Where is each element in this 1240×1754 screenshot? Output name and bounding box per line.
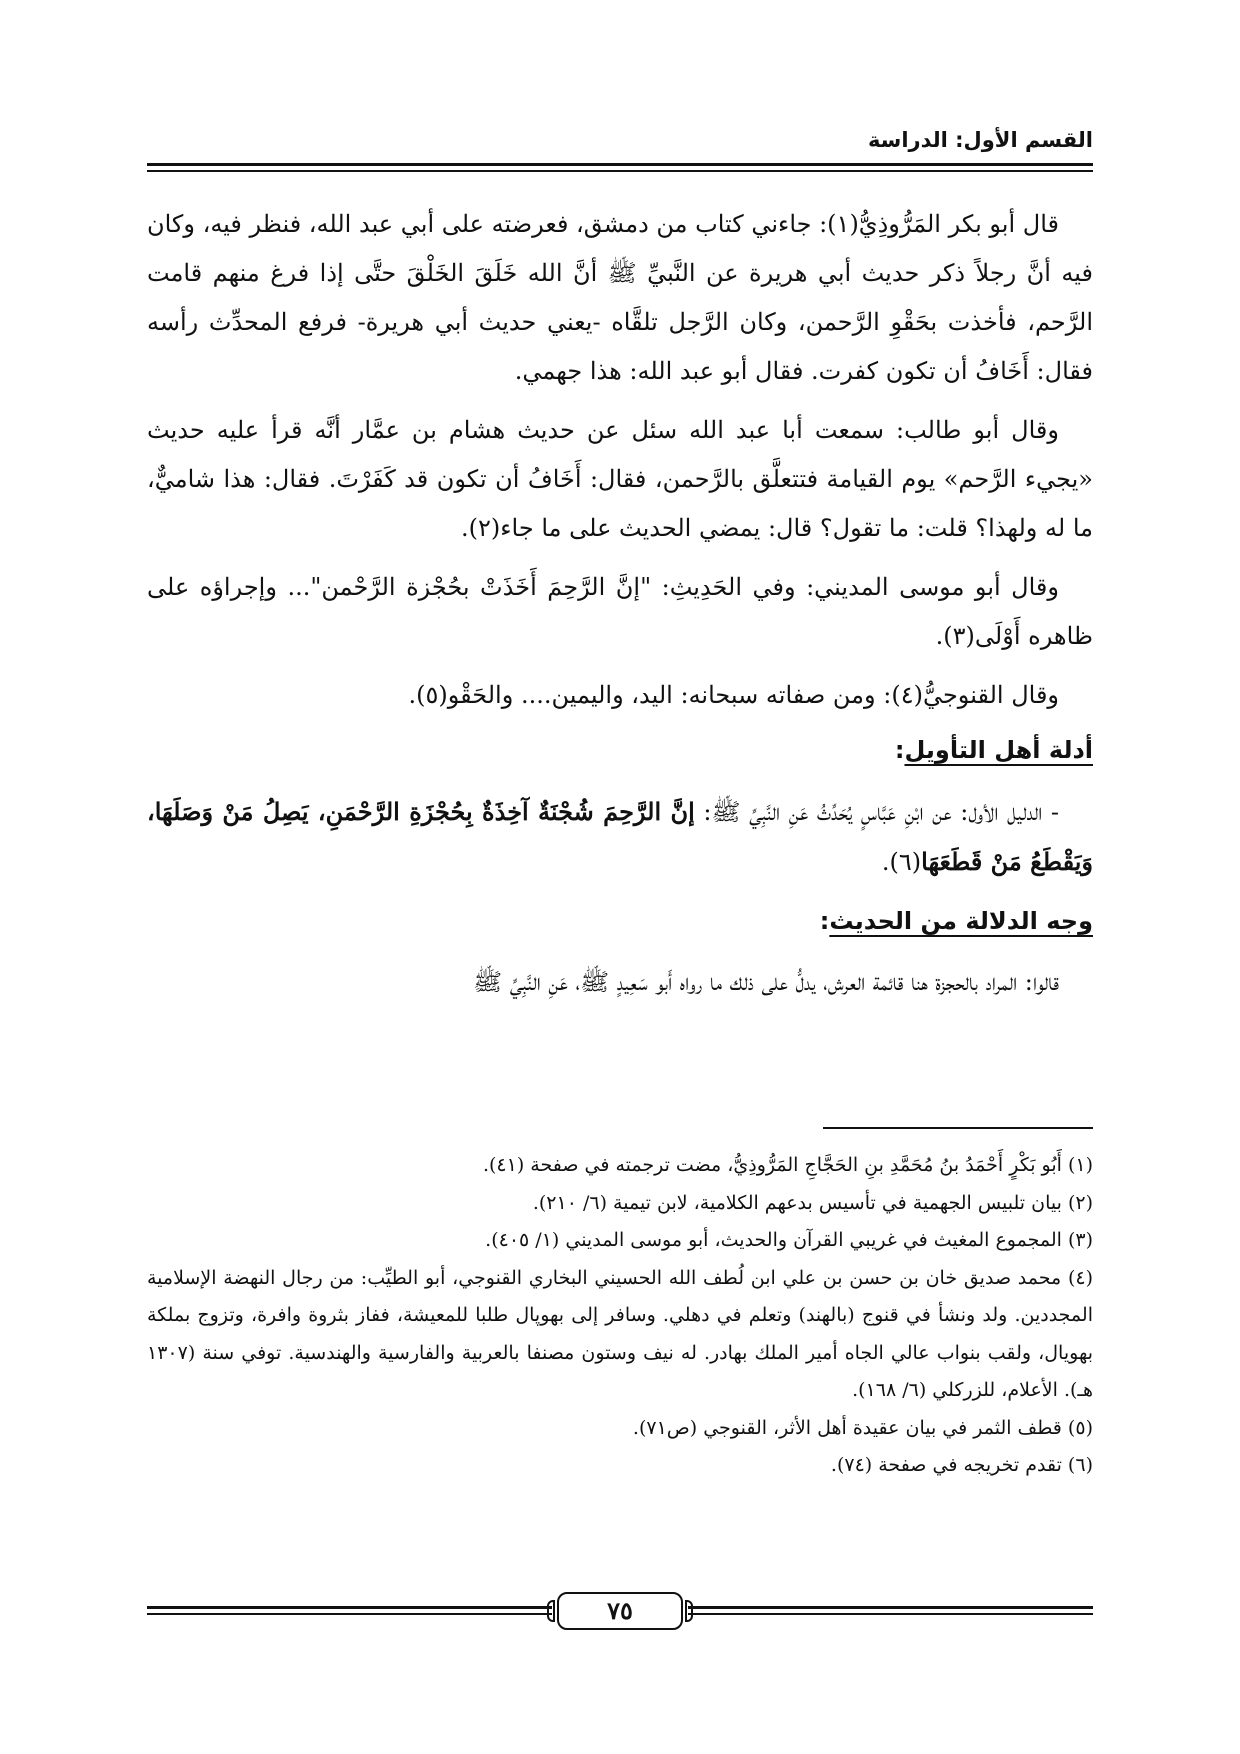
footer-rule-left <box>147 1606 552 1615</box>
footnote: (٤) محمد صديق خان بن حسن بن علي ابن لُطف الله الحسيني البخاري القنوجي، أبو الطيِّب: من رجال النهضة الإسلامية المجددين. ولد ونشأ في قنوج (بالهند) وتعلم في دهلي. وسافر إلى بهوپال طلبا للمعيشة، ففاز بثروة وافرة، وتزوج بملكة بهويال، ولقب بنواب عالي الجاه أمير الملك بهادر. له نيف وستون مصنفا بالعربية والفارسية والهندسية. توفي سنة (١٣٠٧ هـ). الأعلام، للزركلي (٦/ ١٦٨). <box>147 1266 1093 1401</box>
footer-rule-right <box>688 1606 1093 1615</box>
main-text <box>147 200 1093 1017</box>
footnote-ref: (٦). <box>881 848 922 876</box>
paragraph: وقال أبو موسى المديني: وفي الحَدِيثِ: "إنَّ الرَّحِمَ أَخَذَتْ بحُجْزة الرَّحْمن"... وإجراؤه على ظاهره أَوْلَى(٣). <box>147 573 1093 650</box>
heading-text: وجه الدلالة من الحديث <box>829 907 1093 935</box>
footnote-separator <box>823 1127 1093 1129</box>
page-footer <box>147 1592 1093 1632</box>
section-heading <box>147 897 1093 946</box>
paragraph: قالوا: المراد بالحجزة هنا قائمة العرش، يدلُّ على ذلك ما رواه أَبو سَعِيدٍ ﷺ، عَنِ النَّبِيِّ ﷺ <box>473 968 1059 996</box>
evidence-intro: - الدليل الأول: عن ابْنِ عَبَّاسٍ يُحَدِّثُ عَنِ النَّبِيِّ ﷺ: <box>694 798 1060 826</box>
page-number: ٧٥ <box>557 1592 683 1630</box>
heading-colon: : <box>894 736 905 764</box>
running-header: القسم الأول: الدراسة <box>867 128 1093 152</box>
heading-text: أدلة أهل التأويل <box>904 736 1093 764</box>
evidence-paragraph <box>147 787 1093 887</box>
footnote: (١) أَبُو بَكْرٍ أَحْمَدُ بنُ مُحَمَّدِ بنِ الحَجَّاجِ المَرُّوذِيُّ، مضت ترجمته في صفحة (٤١). <box>482 1154 1093 1176</box>
paragraph: وقال القنوجيُّ(٤): ومن صفاته سبحانه: اليد، واليمين.... والحَقْو(٥). <box>408 681 1059 709</box>
paragraph: قال أبو بكر المَرُّوذِيُّ(١): جاءني كتاب من دمشق، فعرضته على أبي عبد الله، فنظر فيه، وكان فيه أنَّ رجلاً ذكر حديث أبي هريرة عن النَّبيِّ ﷺ أنَّ الله خَلَقَ الخَلْقَ حتَّى إذا فرغ منهم قامت الرَّحم، فأخذت بحَقْوِ الرَّحمن، وكان الرَّجل تلقَّاه -يعني حديث أبي هريرة- فرفع المحدِّث رأسه فقال: أَخَافُ أن تكون كفرت. فقال أبو عبد الله: هذا جهمي. <box>146 210 1093 385</box>
footnote: (٦) تقدم تخريجه في صفحة (٧٤). <box>830 1454 1093 1476</box>
hadith-text: إنَّ الرَّحِمَ شُجْنَةٌ آخِذَةٌ بِحُجْزَةِ الرَّحْمَنِ، يَصِلُ مَنْ وَصَلَهَا، وَيَقْطَعُ مَنْ قَطَعَهَا <box>147 797 1093 876</box>
footnote: (٢) بيان تلبيس الجهمية في تأسيس بدعهم الكلامية، لابن تيمية (٦/ ٢١٠). <box>532 1191 1093 1214</box>
header-double-rule <box>147 163 1093 172</box>
footnote: (٥) قطف الثمر في بيان عقيدة أهل الأثر، القنوجي (ص٧١). <box>632 1416 1093 1439</box>
heading-colon: : <box>819 907 830 935</box>
section-heading <box>147 726 1093 775</box>
paragraph: وقال أبو طالب: سمعت أبا عبد الله سئل عن حديث هشام بن عمَّار أنَّه قرأ عليه حديث «يجيء الرَّحم» يوم القيامة فتتعلَّق بالرَّحمن، فقال: أَخَافُ أن تكون قد كَفَرْتَ. فقال: هذا شاميٌّ، ما له ولهذا؟ قلت: ما تقول؟ قال: يمضي الحديث على ما جاء(٢). <box>147 416 1093 542</box>
footnote: (٣) المجموع المغيث في غريبي القرآن والحديث، أبو موسى المديني (١/ ٤٠٥). <box>485 1229 1093 1251</box>
footnotes <box>147 1147 1093 1485</box>
document-page <box>147 0 1093 1754</box>
